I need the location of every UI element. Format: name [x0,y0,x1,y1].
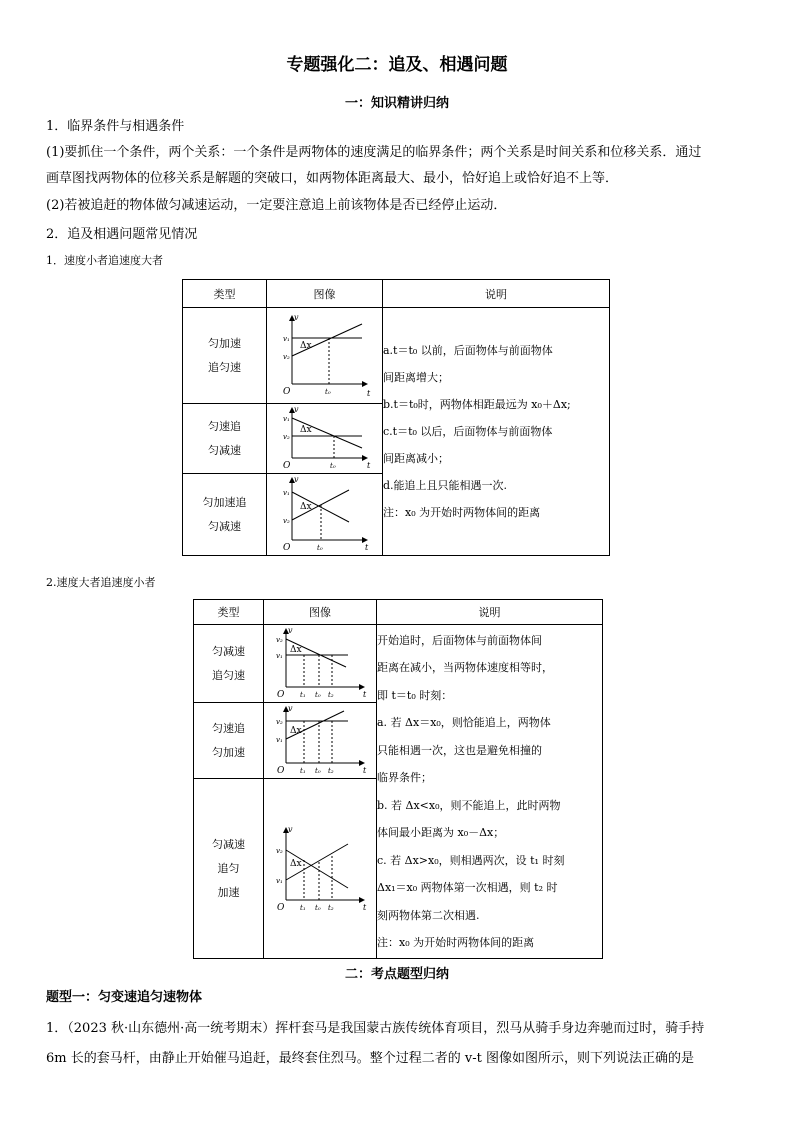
topic-heading-1: 题型一：匀变速追匀速物体 [46,990,203,1005]
svg-text:t: t [363,690,367,699]
table1-row1-type: 匀加速 追匀速 [208,336,241,374]
svg-text:t: t [363,903,367,912]
svg-text:t₀: t₀ [315,767,321,775]
svg-text:t: t [367,461,371,470]
table2-description: 开始追时，后面物体与前面物体间 距离在减小，当两物体速度相等时， 即 t＝t₀ 时刻： a. 若 Δx＝x₀，则恰能追上，两物体 只能相遇一次，这也是避免相撞的 临界条件； b. 若 Δx<x₀，则不能追上，此时两物 体间最小距离为 x₀－Δx； c. 若 Δx>x₀，则相遇两次，设 t₁ 时刻 Δx₁＝x₀ 两物体第一次相遇，则 t₂ 时 刻两物体第二次相遇. 注：x₀ 为开始时两物体间的距离 [377,625,603,959]
section-heading-2: 二：考点题型归纳 [344,967,449,982]
p2-heading: 2．追及相遇问题常见情况 [46,227,198,242]
svg-text:O: O [277,766,285,775]
svg-text:v: v [294,405,299,414]
graph-decel-vs-accel [264,822,376,912]
svg-text:t₀: t₀ [330,462,336,470]
p1-line-2: 画草图找两物体的位移关系是解题的突破口，如两物体距离最大、最小，恰好追上或恰好追不上等． [46,171,619,186]
svg-text:Δx: Δx [300,502,312,512]
svg-text:v₂: v₂ [283,517,290,525]
svg-text:v₂: v₂ [276,636,283,644]
svg-text:Δx: Δx [300,425,312,435]
svg-text:v₁: v₁ [276,877,283,885]
svg-text:v: v [288,704,293,713]
label-dx: Δx [300,341,312,351]
header-image: 图像 [267,280,383,308]
p1-heading: 1．临界条件与相遇条件 [46,119,185,134]
label-v1: v₁ [283,335,290,343]
table1-row2-type: 匀速追 匀减速 [208,419,241,457]
label-o: O [283,387,291,397]
svg-text:Δx: Δx [290,859,302,869]
svg-text:t₁: t₁ [300,767,306,775]
svg-text:t₂: t₂ [328,904,334,912]
graph-accel-vs-decel [267,474,382,552]
svg-text:Δx: Δx [290,726,302,736]
svg-text:t₂: t₂ [328,691,334,699]
svg-text:O: O [283,461,291,470]
graph-decel-vs-uniform [264,625,376,699]
svg-text:O: O [277,690,285,699]
table1-row3-type: 匀加速追 匀减速 [202,495,247,533]
table2-row2-type: 匀速追 匀加速 [212,721,245,759]
svg-text:v₂: v₂ [276,718,283,726]
svg-text:v₁: v₁ [276,652,283,660]
table-2: 类型 图像 说明 匀减速 追匀速 v t O Δx t₁ t₀ t₂ v₂ v₁ 开始追时，后面物体与前面物体间 距离在减小，当两物体速度相等时， 即 t＝t₀ 时刻： a. 若 Δx＝x₀，则恰能追上，两物体 只能相遇一次，这也是避免相撞的 临界条件； b. 若 Δx<x₀，则不能追上，此时两物 体间最小距离为 x₀－Δx； c. 若 Δx>x₀，则相遇两次，设 t₁ 时刻 Δx₁＝x₀ 两物体第一次相遇，则 t₂ 时 刻两物体第二次相遇. 注：x₀ 为开始时两物体间的距离 匀速追 匀加速 v t O Δx t₁ t₀ t₂ v₂ v₁ 匀减速 追匀 加速 v t O Δx t₁ t₀ t₂ v₂ v₁ [193,599,603,959]
label-t0: t₀ [325,388,331,396]
svg-text:v₁: v₁ [283,489,290,497]
table2-row3-type: 匀减速 追匀 加速 [212,837,245,899]
label-v: v [294,313,299,322]
svg-text:v: v [288,626,293,635]
svg-text:v: v [294,475,299,484]
svg-text:t₀: t₀ [315,691,321,699]
svg-text:t₁: t₁ [300,904,306,912]
label-v2: v₂ [283,353,290,361]
svg-text:v₁: v₁ [276,736,283,744]
svg-text:t₁: t₁ [300,691,306,699]
svg-text:O: O [283,543,291,552]
graph-accel-vs-uniform [267,308,382,400]
header-type: 类型 [183,280,267,308]
table2-row1-type: 匀减速 追匀速 [212,644,245,682]
svg-text:v₂: v₂ [283,433,290,441]
table-1 [182,279,610,556]
p1-line-3: (2)若被追赶的物体做匀减速运动，一定要注意追上前该物体是否已经停止运动． [46,198,507,213]
graph-uniform-vs-accel [264,703,376,775]
question-1-line-1: 1．（2023 秋·山东德州·高一统考期末）挥杆套马是我国蒙古族传统体育项目，烈马从骑手身边奔驰而过时，骑手持 [46,1021,705,1036]
svg-text:t: t [363,766,367,775]
graph-uniform-vs-decel [267,404,382,470]
svg-text:t: t [365,543,369,552]
p1-line-1: (1)要抓住一个条件，两个关系：一个条件是两物体的速度满足的临界条件；两个关系是时间关系和位移关系．通过 [46,145,702,160]
svg-text:v: v [288,825,293,834]
case1-heading: 1．速度小者追速度大者 [46,254,163,267]
svg-text:t₀: t₀ [317,544,323,552]
header-desc: 说明 [383,280,610,308]
svg-text:t₂: t₂ [328,767,334,775]
svg-text:v₂: v₂ [276,847,283,855]
page-title: 专题强化二：追及、相遇问题 [286,55,508,75]
svg-text:O: O [277,903,285,912]
table1-description: a.t＝t₀ 以前，后面物体与前面物体 间距离增大； b.t＝t₀时，两物体相距最远为 x₀＋Δx; c.t＝t₀ 以后，后面物体与前面物体 间距离减小； d.能追上且只能相遇一次. 注：x₀ 为开始时两物体间的距离 [383,308,610,556]
svg-text:t₀: t₀ [315,904,321,912]
case2-heading: 2.速度大者追速度小者 [46,576,156,589]
svg-text:v₁: v₁ [283,415,290,423]
label-t: t [367,389,371,398]
question-1-line-2: 6m 长的套马杆，由静止开始催马追赶，最终套住烈马。整个过程二者的 v-t 图像如图所示，则下列说法正确的是 [46,1051,694,1066]
section-heading-1: 一：知识精讲归纳 [344,96,449,111]
svg-text:Δx: Δx [290,645,302,655]
